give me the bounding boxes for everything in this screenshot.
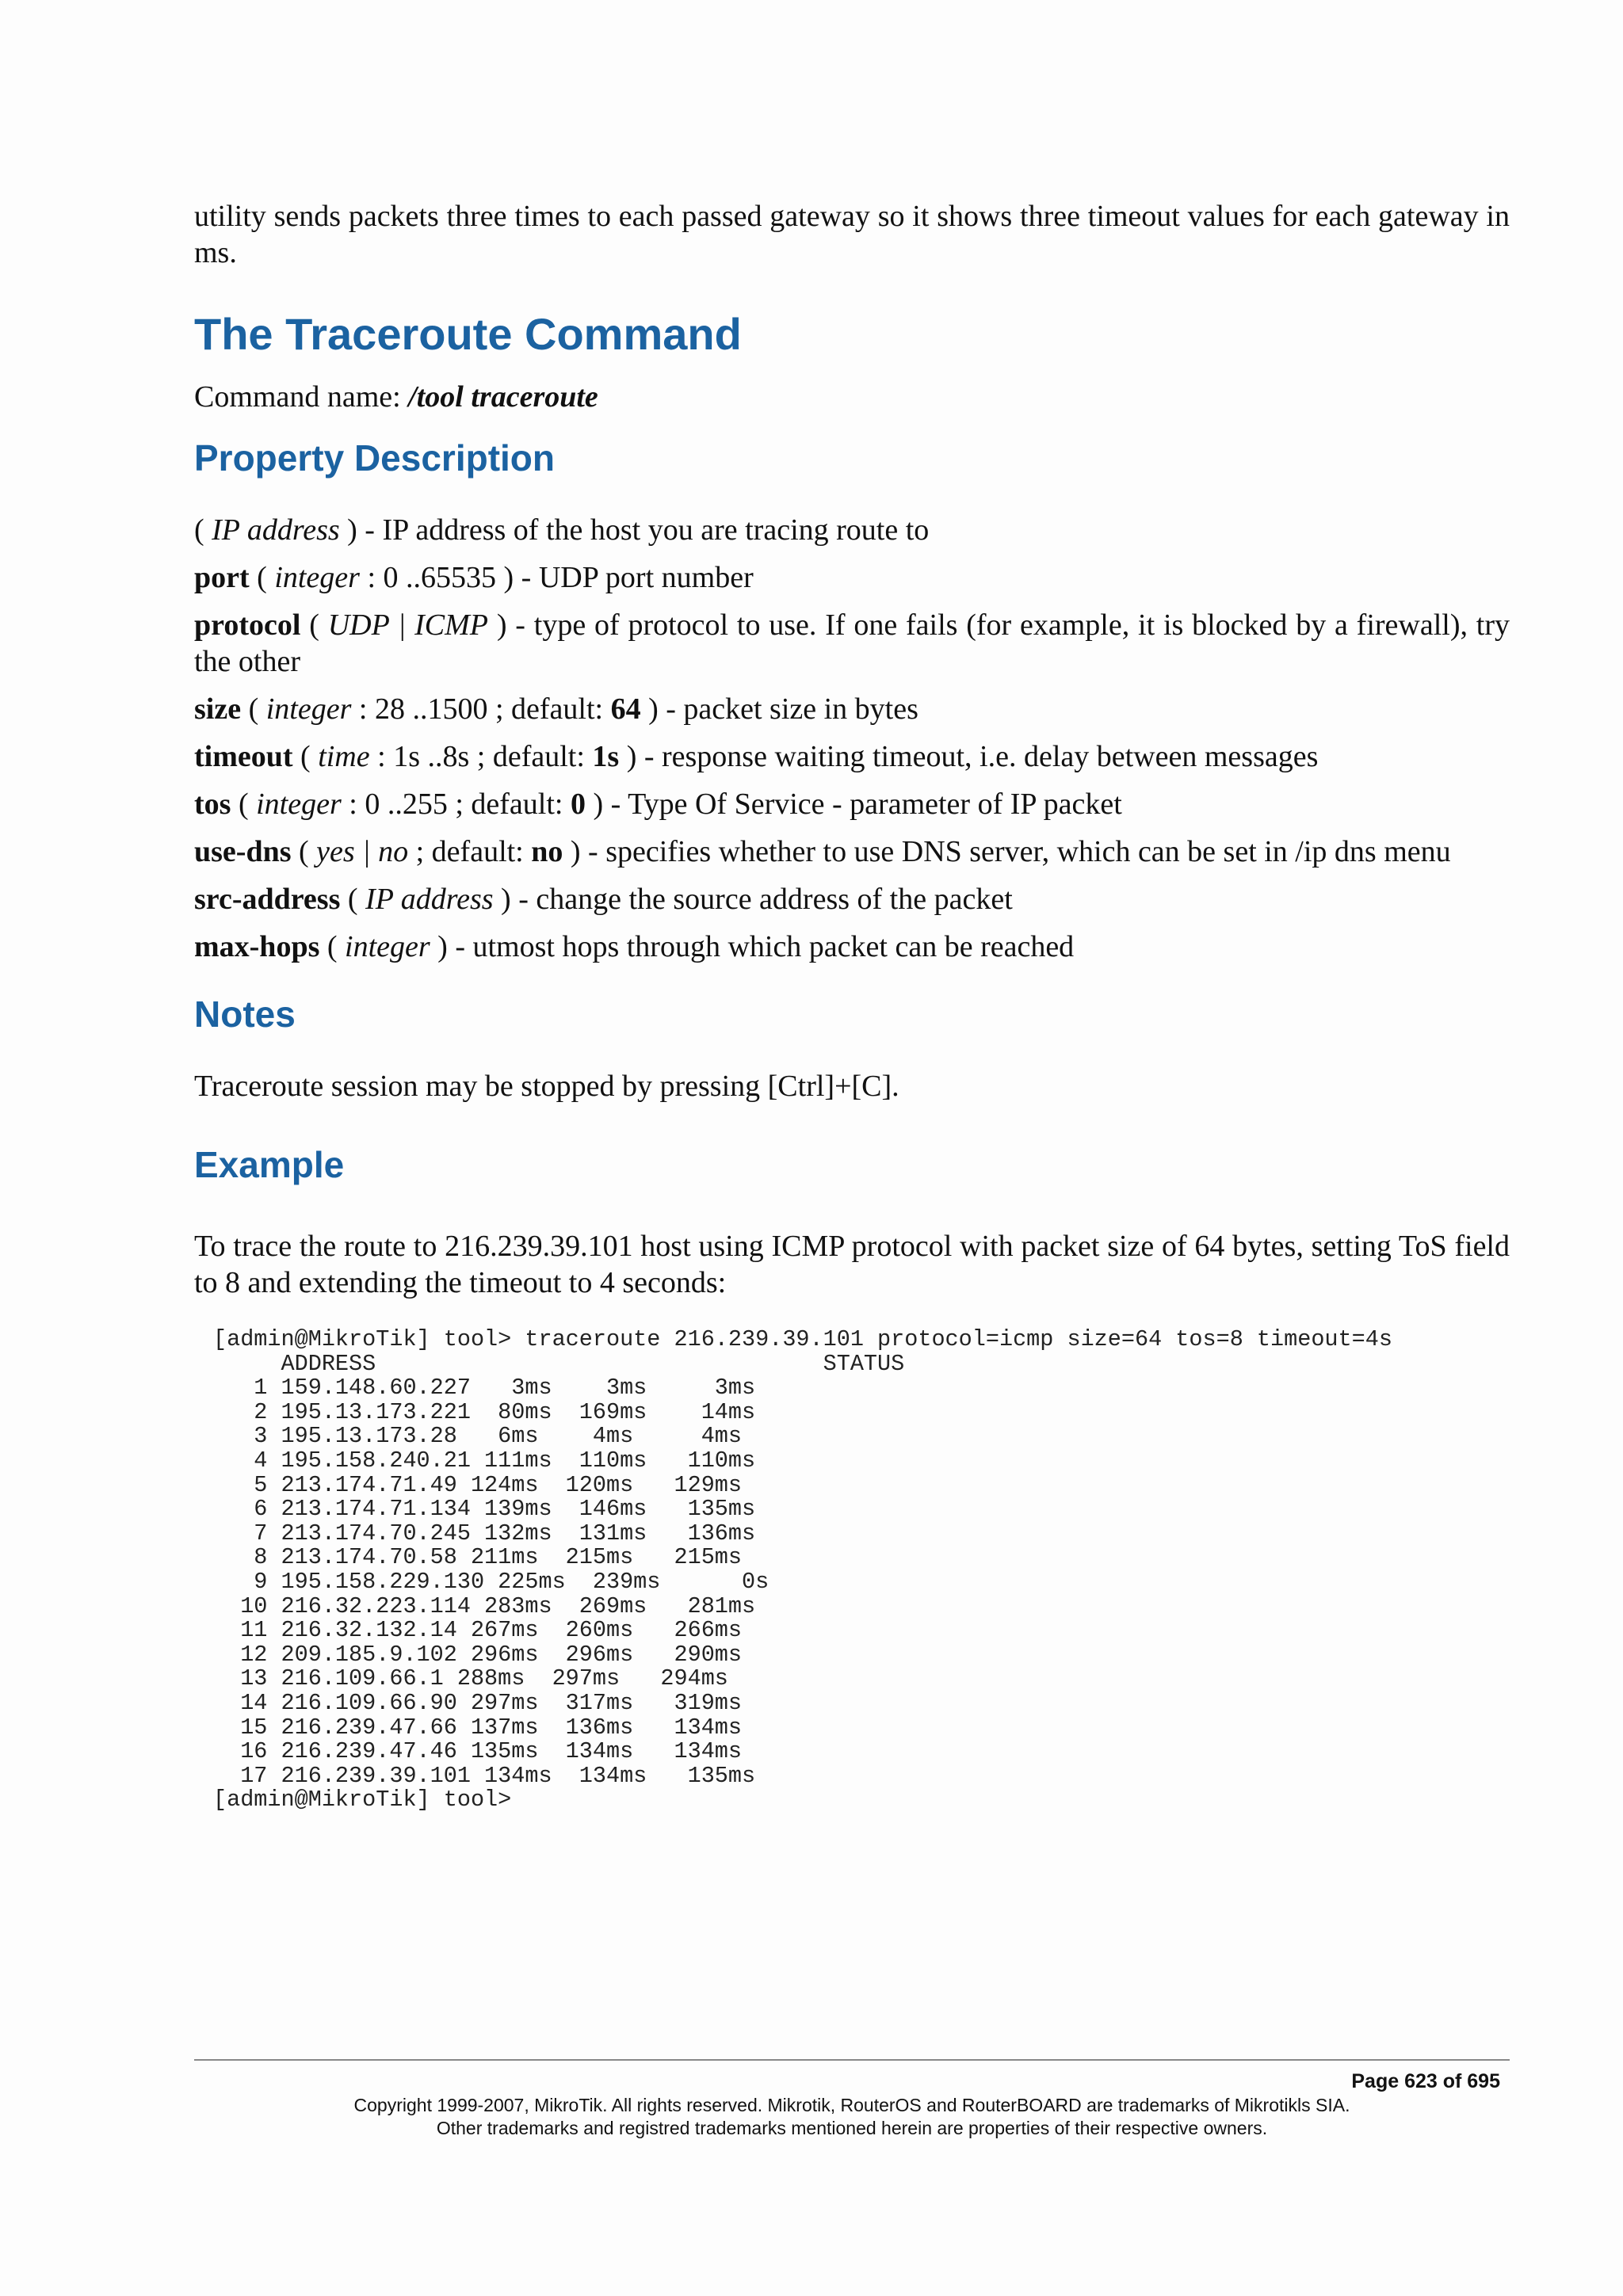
property-desc: packet size in bytes: [683, 692, 918, 726]
console-row: 17 216.239.39.101 134ms 134ms 135ms: [213, 1762, 756, 1789]
property-name: max-hops: [194, 930, 320, 963]
property-default: 1s: [592, 740, 620, 773]
copyright-line: Copyright 1999-2007, MikroTik. All rights reserved. Mikrotik, RouterOS and RouterBOARD are trademarks of Mikrotikls SIA.: [353, 2095, 1350, 2115]
property-desc: specifies whether to use DNS server, which can be set in /ip dns menu: [605, 835, 1451, 868]
console-command-line: [admin@MikroTik] tool> traceroute 216.239.39.101 protocol=icmp size=64 tos=8 timeout=4s: [213, 1326, 1392, 1352]
property-type: UDP | ICMP: [327, 608, 489, 642]
property-src-address: src-address ( IP address ) - change the source address of the packet: [194, 883, 1013, 916]
command-name-label: Command name:: [194, 380, 409, 414]
console-row: 3 195.13.173.28 6ms 4ms 4ms: [213, 1423, 743, 1450]
console-row: 16 216.239.47.46 135ms 134ms 134ms: [213, 1738, 743, 1765]
property-name: tos: [194, 788, 231, 821]
console-row: 2 195.13.173.221 80ms 169ms 14ms: [213, 1398, 756, 1425]
console-output: [213, 1328, 1510, 1813]
property-port: port ( integer : 0 ..65535 ) - UDP port number: [194, 561, 754, 594]
console-row: 13 216.109.66.1 288ms 297ms 294ms: [213, 1665, 728, 1692]
property-desc: UDP port number: [538, 561, 754, 594]
console-row: 4 195.158.240.21 111ms 110ms 110ms: [213, 1447, 756, 1474]
console-row: 12 209.185.9.102 296ms 296ms 290ms: [213, 1641, 743, 1668]
command-name-line: [194, 379, 1510, 415]
property-default: no: [531, 835, 563, 868]
page-number: Page 623 of 695: [1351, 2070, 1500, 2092]
property-range: 1s ..8s: [393, 740, 470, 773]
property-type: integer: [265, 692, 352, 726]
property-type: yes | no: [316, 835, 409, 868]
property-range: 0 ..65535: [383, 561, 497, 594]
console-row: 6 213.174.71.134 139ms 146ms 135ms: [213, 1496, 756, 1523]
property-name: size: [194, 692, 242, 726]
property-desc: IP address of the host you are tracing route to: [382, 513, 930, 547]
property-desc: utmost hops through which packet can be reached: [472, 930, 1075, 963]
trademarks-line: Other trademarks and registred trademarks mentioned herein are properties of their respective owners.: [436, 2118, 1268, 2138]
property-name: use-dns: [194, 835, 292, 868]
page-footer: [194, 2059, 1510, 2139]
property-type: time: [318, 740, 370, 773]
property-range: 28 ..1500: [374, 692, 488, 726]
console-row: 1 159.148.60.227 3ms 3ms 3ms: [213, 1375, 756, 1402]
property-type: IP address: [212, 513, 340, 547]
property-name: src-address: [194, 883, 341, 916]
property-use-dns: use-dns ( yes | no ; default: no ) - specifies whether to use DNS server, which can be set in /ip dns menu: [194, 835, 1451, 868]
example-heading: Example: [194, 1144, 345, 1185]
property-desc: Type Of Service - parameter of IP packet: [628, 788, 1122, 821]
property-timeout: timeout ( time : 1s ..8s ; default: 1s ) - response waiting timeout, i.e. delay between messages: [194, 740, 1319, 773]
property-type: integer: [256, 788, 342, 821]
property-name: port: [194, 561, 250, 594]
property-size: size ( integer : 28 ..1500 ; default: 64 ) - packet size in bytes: [194, 692, 918, 726]
property-desc: type of protocol to use. If one fails (for example, it is blocked by a firewall), try the other: [194, 608, 1510, 678]
property-type: IP address: [365, 883, 494, 916]
property-desc: change the source address of the packet: [536, 883, 1013, 916]
property-type: integer: [274, 561, 360, 594]
command-name-value: /tool traceroute: [408, 380, 598, 414]
console-row: 7 213.174.70.245 132ms 131ms 136ms: [213, 1520, 756, 1547]
property-default: 0: [570, 788, 586, 821]
page-content: [194, 198, 1510, 1813]
console-row: 15 216.239.47.66 137ms 136ms 134ms: [213, 1714, 743, 1741]
console-prompt: [admin@MikroTik] tool>: [213, 1787, 512, 1814]
property-protocol: protocol ( UDP | ICMP ) - type of protocol to use. If one fails (for example, it is blocked by a firewall), try the other: [194, 608, 1510, 678]
console-row: 10 216.32.223.114 283ms 269ms 281ms: [213, 1592, 756, 1619]
intro-paragraph: utility sends packets three times to each passed gateway so it shows three timeout values for each gateway in ms.: [194, 200, 1510, 269]
console-row: 8 213.174.70.58 211ms 215ms 215ms: [213, 1544, 743, 1571]
property-tos: tos ( integer : 0 ..255 ; default: 0 ) - Type Of Service - parameter of IP packet: [194, 788, 1122, 821]
console-row: 14 216.109.66.90 297ms 317ms 319ms: [213, 1689, 743, 1716]
property-description-heading: Property Description: [194, 437, 555, 479]
property-desc: response waiting timeout, i.e. delay between messages: [662, 740, 1319, 773]
section-title: The Traceroute Command: [194, 309, 742, 359]
property-ip-address: ( IP address ) - IP address of the host you are tracing route to: [194, 513, 930, 547]
example-paragraph: To trace the route to 216.239.39.101 host using ICMP protocol with packet size of 64 bytes, setting ToS field to 8 and extending the timeout to 4 seconds:: [194, 1230, 1510, 1299]
property-type: integer: [345, 930, 430, 963]
property-range: 0 ..255: [365, 788, 448, 821]
notes-paragraph: Traceroute session may be stopped by pressing [Ctrl]+[C].: [194, 1070, 899, 1103]
property-max-hops: max-hops ( integer ) - utmost hops through which packet can be reached: [194, 930, 1075, 963]
console-row: 9 195.158.229.130 225ms 239ms 0s: [213, 1568, 769, 1595]
console-row: 11 216.32.132.14 267ms 260ms 266ms: [213, 1617, 743, 1644]
notes-heading: Notes: [194, 994, 296, 1035]
console-table-header: ADDRESS STATUS: [213, 1350, 905, 1377]
property-name: protocol: [194, 608, 301, 642]
property-default: 64: [610, 692, 641, 726]
console-row: 5 213.174.71.49 124ms 120ms 129ms: [213, 1471, 743, 1498]
property-name: timeout: [194, 740, 293, 773]
